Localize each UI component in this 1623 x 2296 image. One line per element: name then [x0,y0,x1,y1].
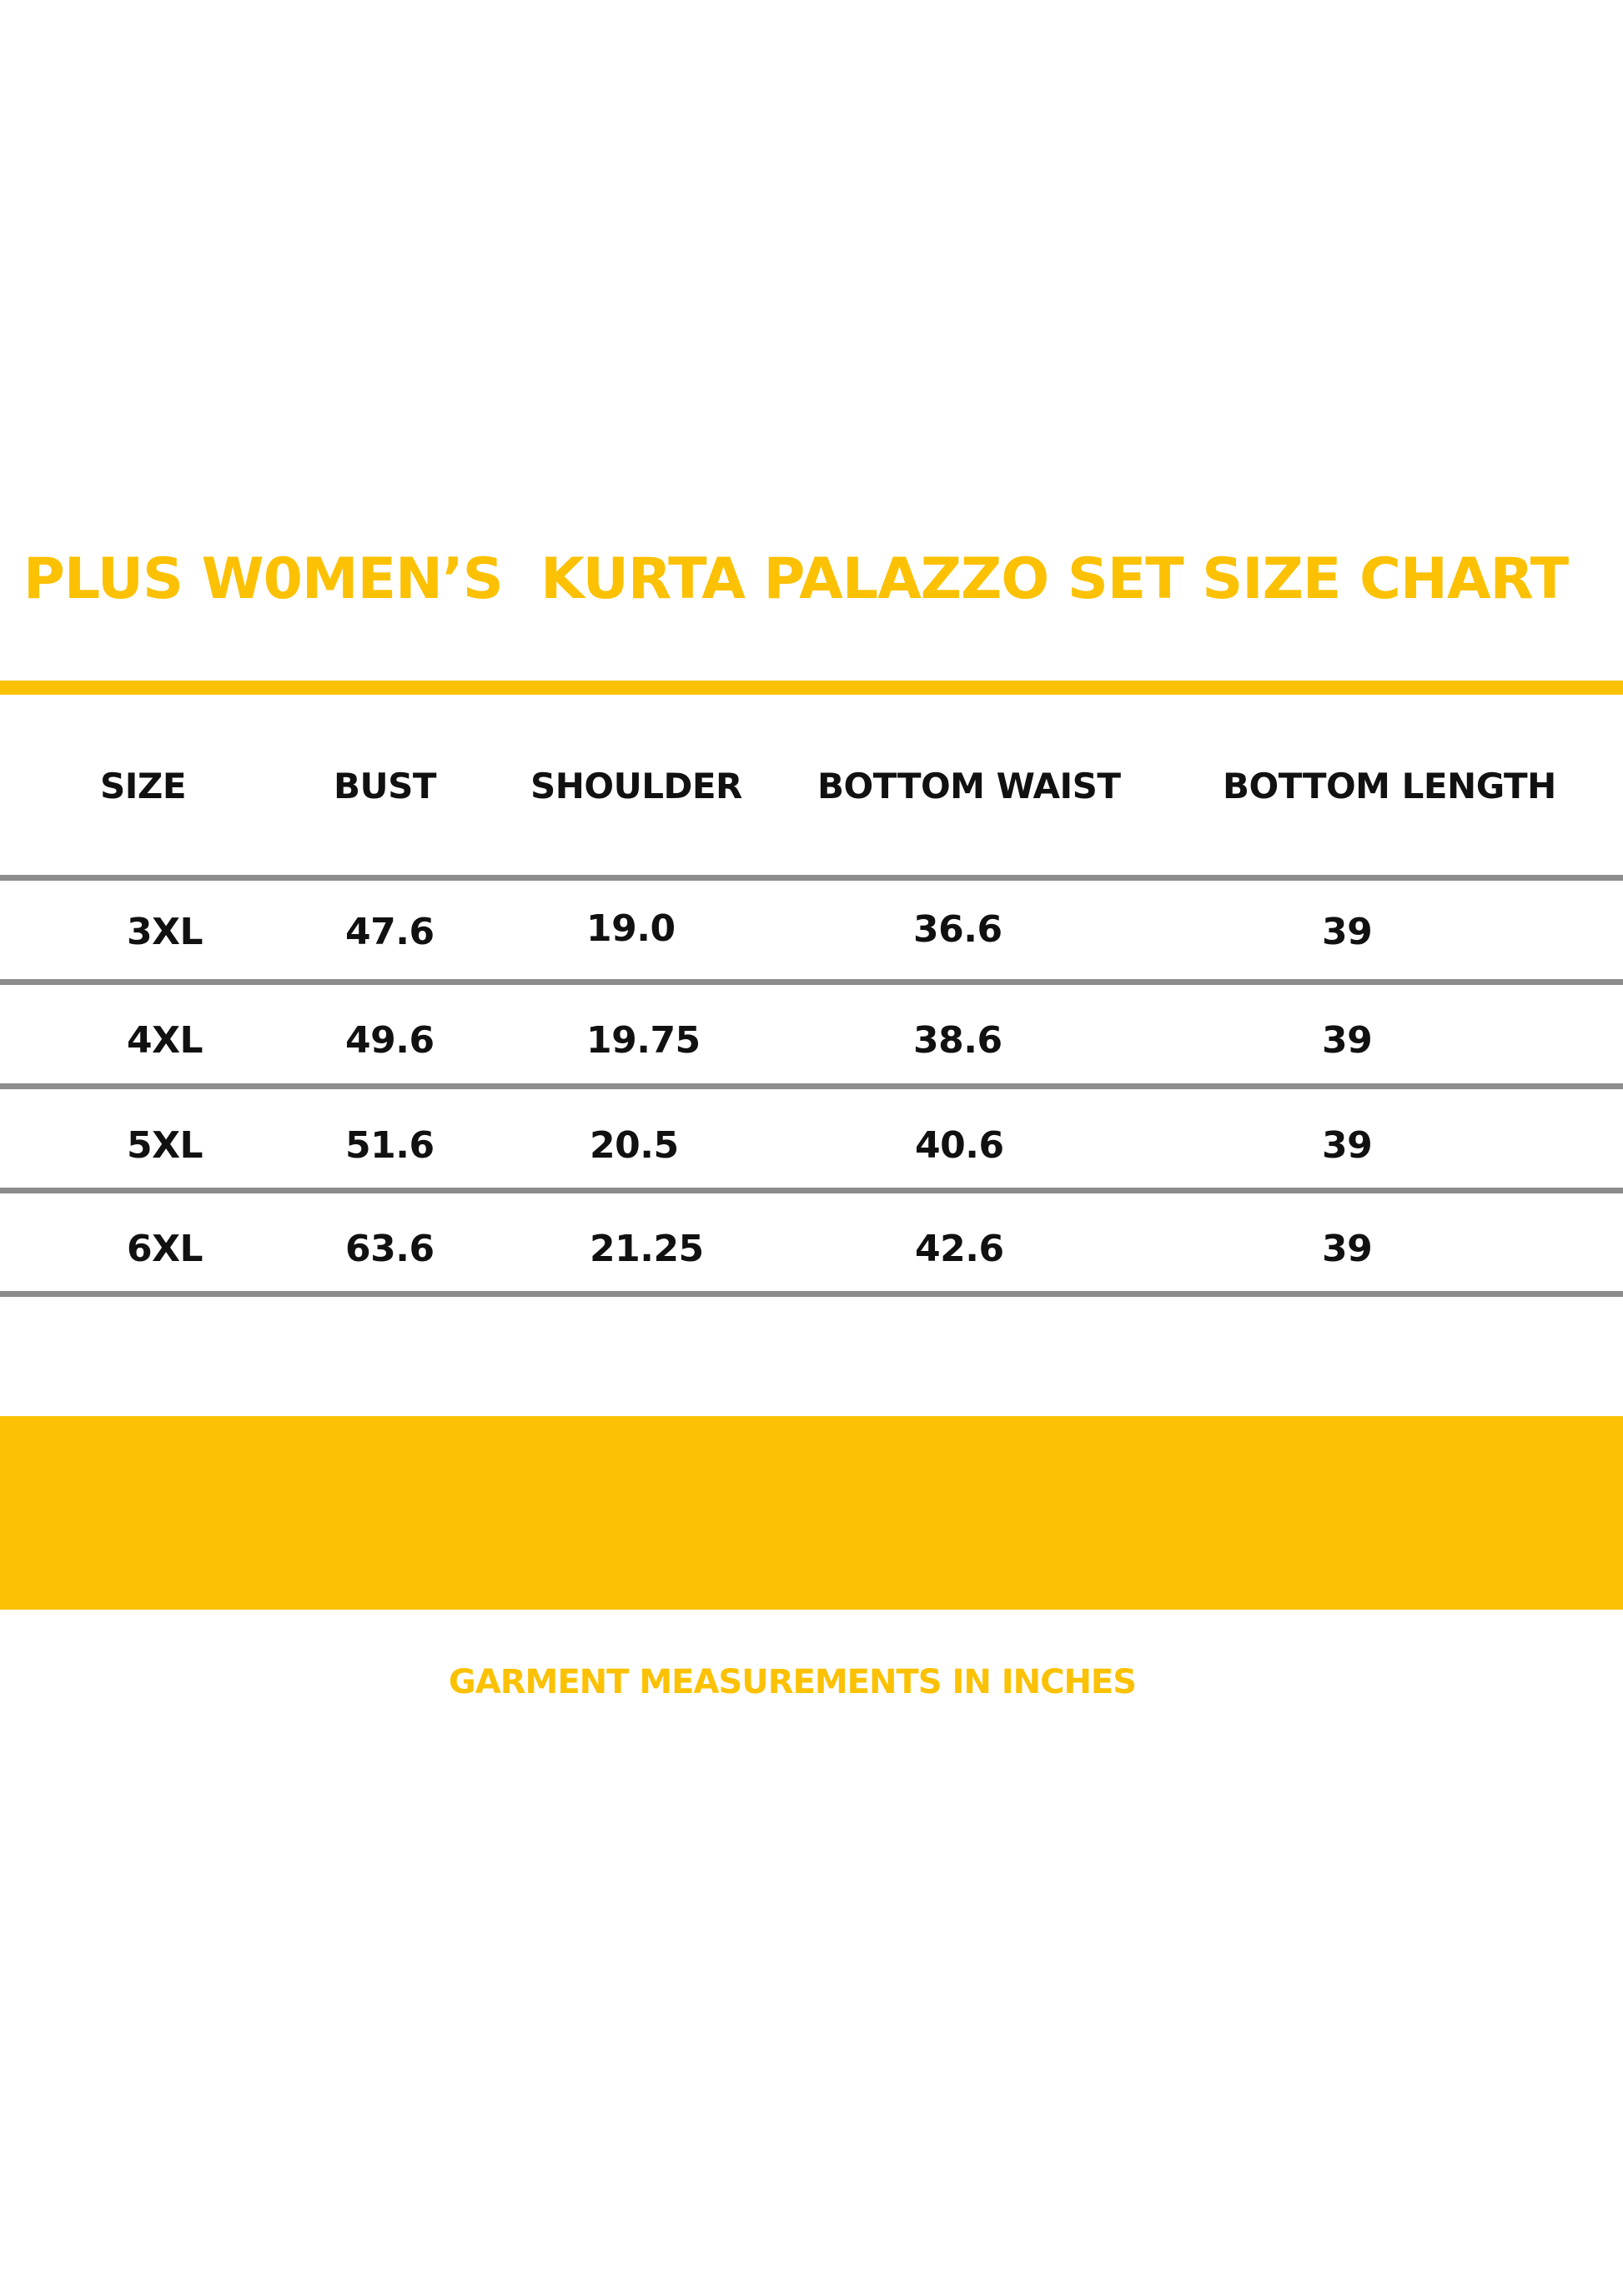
accent-band [0,1416,1623,1610]
size-cell: 3XL [127,911,204,953]
shoulder-cell: 20.5 [590,1124,679,1167]
column-header-bottom-length: BOTTOM LENGTH [1223,766,1556,806]
size-cell: 4XL [127,1019,204,1062]
bottom-waist-cell: 36.6 [913,908,1002,951]
bottom-waist-cell: 40.6 [915,1124,1004,1167]
row-divider [0,979,1623,985]
bust-cell: 51.6 [345,1124,435,1167]
bust-cell: 47.6 [345,911,435,953]
row-divider [0,875,1623,881]
bottom-waist-cell: 42.6 [915,1228,1004,1270]
size-cell: 5XL [127,1124,204,1167]
row-divider [0,1291,1623,1297]
column-header-shoulder: SHOULDER [530,766,742,806]
shoulder-cell: 19.0 [586,907,676,950]
column-header-bottom-waist: BOTTOM WAIST [817,766,1121,806]
bottom-length-cell: 39 [1322,1228,1373,1270]
row-divider [0,1188,1623,1193]
column-header-bust: BUST [334,766,437,806]
row-divider [0,1083,1623,1089]
bottom-length-cell: 39 [1322,1124,1373,1167]
title-underline [0,681,1623,695]
shoulder-cell: 19.75 [586,1019,701,1062]
measurement-note: GARMENT MEASUREMENTS IN INCHES [448,1663,1137,1701]
shoulder-cell: 21.25 [590,1228,704,1270]
size-cell: 6XL [127,1228,204,1270]
bottom-length-cell: 39 [1322,911,1373,953]
page-title: PLUS W0MEN’S KURTA PALAZZO SET SIZE CHART [23,546,1569,612]
bottom-waist-cell: 38.6 [913,1019,1002,1062]
bust-cell: 49.6 [345,1019,435,1062]
column-header-size: SIZE [100,766,187,806]
bust-cell: 63.6 [345,1228,435,1270]
bottom-length-cell: 39 [1322,1019,1373,1062]
